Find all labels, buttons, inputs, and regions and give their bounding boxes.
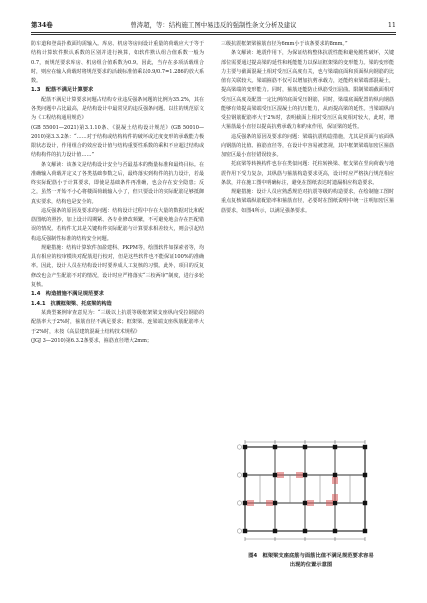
critical-zone-b-0 bbox=[296, 472, 303, 478]
axis-bubble-1 bbox=[237, 473, 241, 477]
column-1-0 bbox=[273, 445, 277, 449]
column-2-3 bbox=[303, 529, 307, 533]
running-head bbox=[31, 19, 396, 31]
column-2-1 bbox=[303, 473, 307, 477]
left-paragraph-4: 条文解读：该条文是结构设计安全与否最基本的衡量标准和最终目标。在准确输入荷载并定义了各类基础参数之后，最终落实到构件的抗力设计，若最终实际配筋小于计算要求，即使是基础条件再准确，也会存在安全隐患；反之，虽然一开始不小心将楼面荷载输入小了，但只要设计的实际配筋足够抵御真实要求，结构也是安全的。 bbox=[31, 161, 204, 205]
column-4-2 bbox=[363, 501, 367, 505]
left-heading-1: 1.3 配筋不满足计算要求 bbox=[31, 87, 94, 94]
column-4-0 bbox=[363, 445, 367, 449]
axis-bubble-2 bbox=[237, 501, 241, 505]
critical-zone-a-2 bbox=[332, 477, 338, 484]
left-paragraph-3: (GB 55001—2021)第3.1.10条、《混凝土结构设计规范》(GB 50010—2010)第3.3.2条：“……对于结构或结构构件的破坏或过度变形的承载能力极限状态设计，作用组合的效应设计值与结构重要性系数的乘积不应超过结构或结构构件的抗力设计值……” bbox=[31, 124, 204, 159]
axis-bubble-3 bbox=[237, 529, 241, 533]
right-paragraph-0: 三级抗震框架梁箍筋直径为6mm小于该条要求的8mm。” bbox=[221, 41, 348, 47]
column-0-0 bbox=[243, 445, 247, 449]
left-column bbox=[31, 40, 204, 346]
left-paragraph-5: 违反强条的原因及要求的问题：结构设计过程中存在大量的数据对比和配筋图纸的照抄，加上设计周期紧、各专业修改频繁，不可避免地会存在匹配错误的情况。若构件尤其是关键构件实际配筋与计算要求相差较大，则会引起结构违反强制性标准的结构安全问题。 bbox=[31, 207, 204, 242]
left-heading-8: 1.4.1 抗震框架梁、托底梁的构造 bbox=[31, 300, 112, 307]
column-3-2 bbox=[333, 501, 337, 505]
frame-beam-plan-diagram bbox=[237, 437, 383, 549]
left-paragraph-6: 规避措施：结构计算软件加盈建科、PKPM等，绘图软件如探索者等，均具有相应的校审模块对配筋进行校对，但是这些软件也不能保证100%的准确率。因此，设计人员在结构设计时要养成人工复核的习惯。此外，项目的反复修改也会产生配筋不对的情况，设计时应严格落实“三校两审”制度，进行多轮复核。 bbox=[31, 244, 204, 288]
figure-caption bbox=[228, 552, 394, 570]
axis-bubble-0 bbox=[237, 445, 241, 449]
critical-zone-a-0 bbox=[277, 472, 284, 478]
right-paragraph-4: 规避措施：设计人员应熟悉规范对抗震等级的构造要求，在绘制施工图时重点复核梁端纵筋配筋率和箍筋直径，必要时在图纸说明中统一注明加密区箍筋要求，如图4所示，以满足强条要求。 bbox=[221, 189, 394, 214]
left-paragraph-9: 某典型案例审查意见为：“三级以上抗震等级框架梁支座纵向受拉钢筋的配筋率大于2%时，箍筋直径不满足要求；框架梁、连梁端支座纵筋配筋率大于2%时，未按《高层建筑混凝土结构技术规程》 bbox=[31, 310, 204, 335]
right-column bbox=[221, 40, 394, 216]
column-4-1 bbox=[363, 473, 367, 477]
column-3-0 bbox=[333, 445, 337, 449]
right-paragraph-1: 条文解读：地震作用下，为保证结构整体抗震性能和避免脆性破坏，关键部位需要通过提高梁的延性和耗能能力以保证框架梁的变形能力。梁的变形能力主要与截面混凝土相对受压区高度有关，也与梁端底面和顶面纵向钢筋的比值有关联较大。梁端箍筋不仅可以增加抗剪承载力，还能约束梁端部混凝土，提高梁端的变形能力。同时，箍筋还能防止纵筋受压屈曲。限制梁端截面相对受压区高度及配置一定比例的底面受压钢筋，同时，梁端底面配置的纵向钢筋能够有效提高梁端受压区混凝土的抗压能力，从而提高梁的延性。当梁端纵向受拉钢筋配筋率大于2%时，表明截面上相对受压区高度相对较大，此时，增大箍筋最小直径以提高抗剪承载力和约束作用，保证梁的延性。 bbox=[221, 50, 394, 131]
figure-4 bbox=[237, 437, 383, 549]
figure-caption-line-2: 出现的位置示意图 bbox=[289, 562, 333, 568]
column-0-2 bbox=[243, 501, 247, 505]
column-2-0 bbox=[303, 445, 307, 449]
right-paragraph-2: 违反强条的原因及要求的问题：梁端抗震构造措施，尤其是顶面与底面纵向钢筋的比值、箍筋直径等，在设计中容易被忽视，其中框架梁端加密区箍筋加密区最小直径错误较多。 bbox=[221, 133, 394, 158]
volume-label: 第34卷 bbox=[31, 21, 53, 29]
left-paragraph-2: 配筋不满足计算要求问题占结构专业违反强条问题的比例为35.2%，其在各类问题中占比最高，是结构设计中最常见的违反强条问题。以往的规范原文为《工程结构通用规范》 bbox=[31, 96, 204, 122]
column-4-3 bbox=[363, 529, 367, 533]
column-0-1 bbox=[243, 473, 247, 477]
column-2-2 bbox=[303, 501, 307, 505]
column-1-1 bbox=[273, 473, 277, 477]
column-0-3 bbox=[243, 529, 247, 533]
critical-zone-a-1 bbox=[307, 500, 314, 506]
critical-zone-a-3 bbox=[247, 500, 254, 506]
header-rule bbox=[31, 32, 396, 33]
left-paragraph-10: (JGJ 3—2010)第6.3.2条要求，箍筋直径增大2mm； bbox=[31, 337, 152, 344]
left-paragraph-0: 防车道和登高扑救面均需输入。库房、机房等房间设计重量的荷载应大于等于结构计算软件默认系数的区别并进行换算，如软件默认组合值系数一般为0.7，而规范要求库房、机房组合值系数为0.9。因此，当存在多项活载组合时，则应在输入荷载时将规范要求的活载标准值乘以0.9/0.7=1.286的放大系数。 bbox=[31, 41, 204, 84]
critical-zone-b-3 bbox=[266, 500, 273, 506]
running-title: 曾涛超，等：结构施工图中易违反的强制性条文分析及建议 bbox=[130, 21, 297, 29]
left-heading-7: 1.4 构造措施不满足规范要求 bbox=[31, 291, 104, 298]
column-3-3 bbox=[333, 529, 337, 533]
critical-zone-b-2 bbox=[332, 494, 338, 501]
critical-zone-b-1 bbox=[326, 500, 333, 506]
column-1-3 bbox=[273, 529, 277, 533]
column-3-1 bbox=[333, 473, 337, 477]
header-rule-thin bbox=[31, 34, 396, 35]
figure-caption-line-1: 图4 框架梁支座底筋与面筋比值不满足规范要求容易 bbox=[248, 553, 374, 559]
column-1-2 bbox=[273, 501, 277, 505]
page-number: 11 bbox=[387, 21, 396, 29]
right-paragraph-3: 托底梁等转换构件也存在类似问题：托柱转换梁、框支梁在竖向荷载与地震作用下受力复杂，其纵筋与箍筋构造要求更高，设计时应严格执行规范相应条款，并在施工图中明确标注，避免在图纸表达时遗漏相应构造要求。 bbox=[221, 161, 394, 186]
